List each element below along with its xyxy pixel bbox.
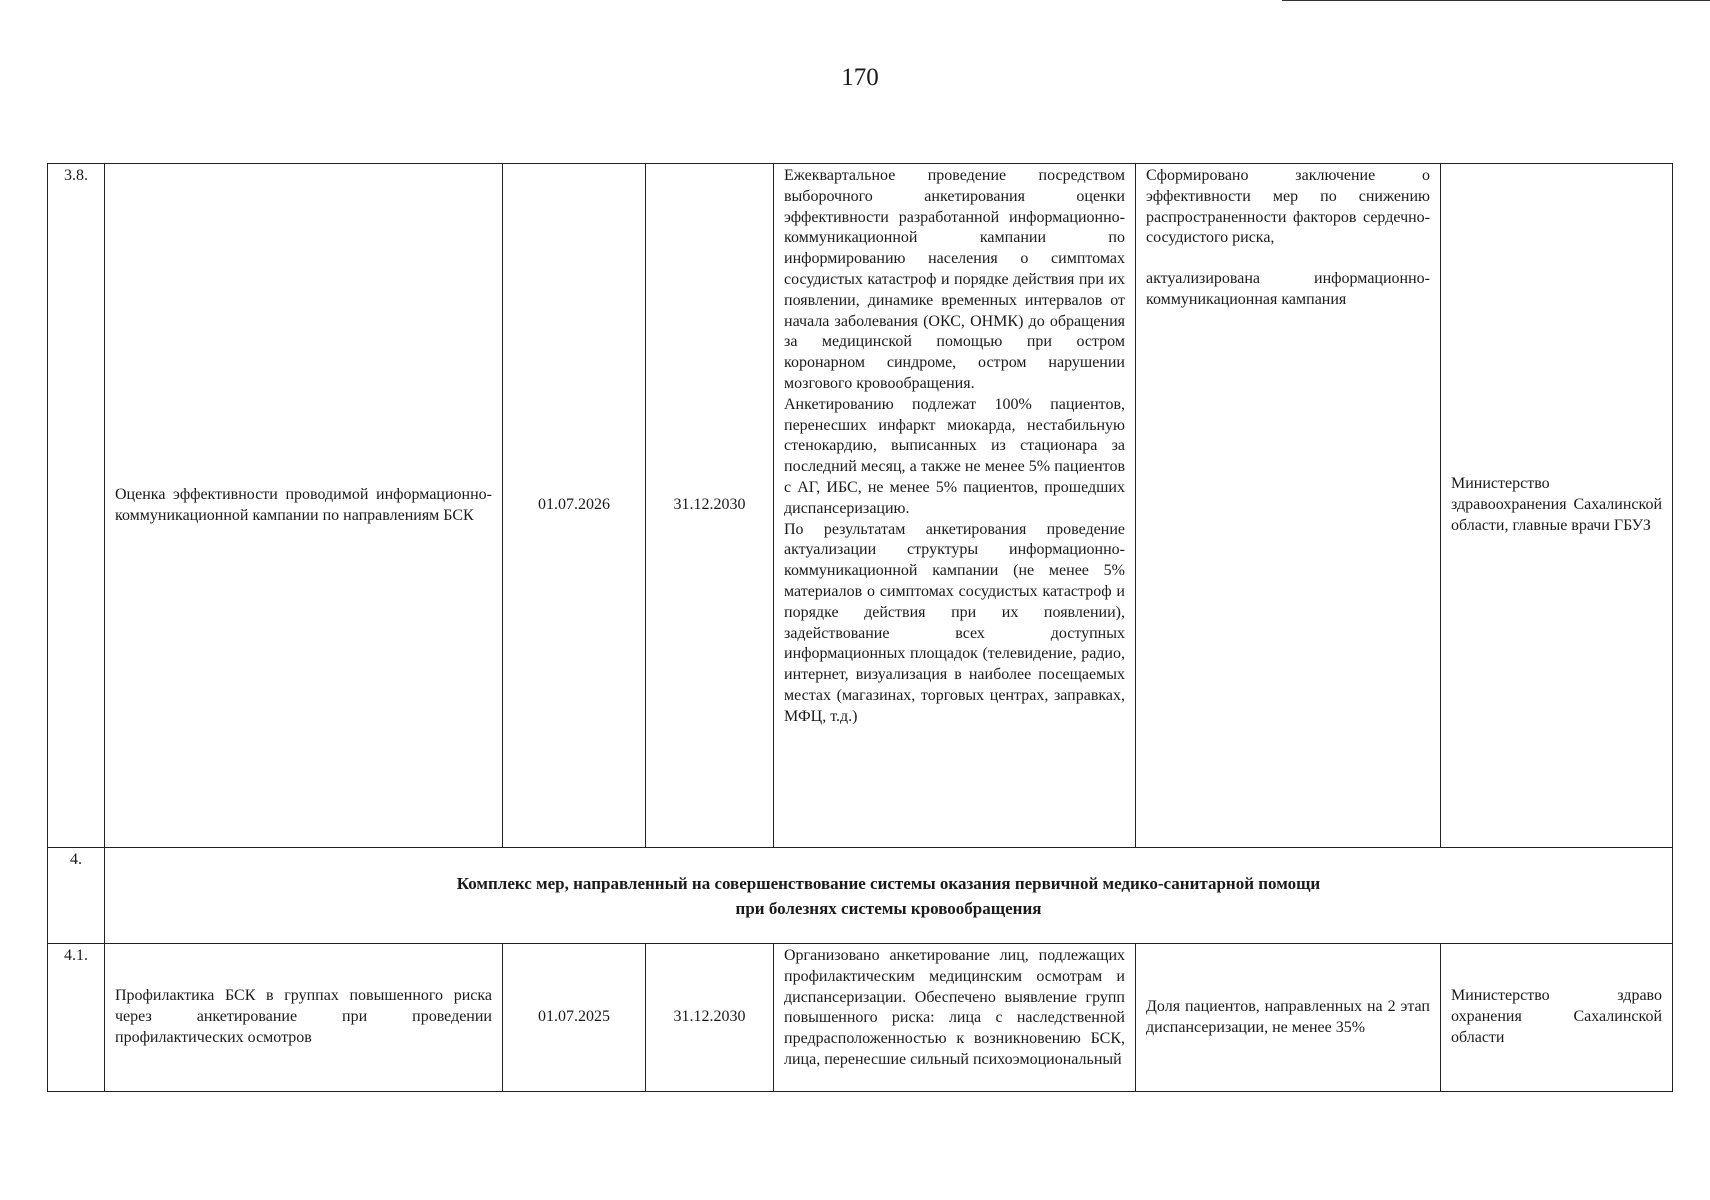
- page-number: 170: [841, 64, 879, 91]
- paragraph-gap: [1146, 249, 1430, 269]
- result-paragraph: актуализирована информационно-коммуникационная кампания: [1146, 270, 1430, 308]
- end-date: 31.12.2030: [646, 164, 774, 848]
- section-title-line: при болезнях системы кровообращения: [735, 898, 1042, 918]
- measure-name: Оценка эффективности проводимой информационно-коммуникационной кампании по направлениям БСК: [105, 164, 503, 848]
- section-title-line: Комплекс мер, направленный на совершенствование системы оказания первичной медико-санитарной помощи: [456, 873, 1321, 893]
- measure-description: [774, 164, 1136, 848]
- section-title: [105, 848, 1673, 944]
- responsible-party: Министерство здраво охранения Сахалинской области: [1441, 944, 1673, 1092]
- expected-result: Доля пациентов, направленных на 2 этап диспансеризации, не менее 35%: [1136, 944, 1441, 1092]
- start-date: 01.07.2025: [503, 944, 646, 1092]
- top-edge-rule: [1282, 0, 1710, 1]
- description-paragraph: Ежеквартальное проведение посредством выборочного анкетирования оценки эффективности разработанной информационно-коммуникационной кампании по информированию населения о симптомах сосудистых катастроф и порядке действия при их появлении, динамике временных интервалов от начала заболевания (ОКС, ОНМК) до обращения за медицинской помощью при остром коронарном синдроме, остром нарушении мозгового кровообращения.: [784, 167, 1125, 392]
- row-number: 3.8.: [48, 164, 105, 848]
- table-row-4-1: [48, 944, 1673, 1092]
- end-date: 31.12.2030: [646, 944, 774, 1092]
- measures-table: [47, 163, 1673, 1092]
- measure-description: Организовано анкетирование лиц, подлежащих профилактическим медицинским осмотрам и диспансеризации. Обеспечено выявление групп повышенного риска: лица с наследственной предрасположенностью к возникновению БСК, лица, перенесшие сильный психоэмоциональный: [774, 944, 1136, 1092]
- responsible-party: Министерство здравоохранения Сахалинской области, главные врачи ГБУЗ: [1441, 164, 1673, 848]
- table-row-3-8: [48, 164, 1673, 848]
- section-number: 4.: [48, 848, 105, 944]
- section-row-4: [48, 848, 1673, 944]
- description-paragraph: По результатам анкетирования проведение актуализации структуры информационно-коммуникационной кампании (не менее 5% материалов о симптомах сосудистых катастроф и порядке действия при их появлении), задействование всех доступных информационных площадок (телевидение, радио, интернет, визуализация в наиболее посещаемых местах (магазинах, торговых центрах, заправках, МФЦ, т.д.): [784, 520, 1125, 725]
- description-paragraph: Анкетированию подлежат 100% пациентов, перенесших инфаркт миокарда, нестабильную стенокардию, выписанных из стационара за последний месяц, а также не менее 5% пациентов с АГ, ИБС, не менее 5% пациентов, прошедших диспансеризацию.: [784, 395, 1125, 517]
- result-paragraph: Сформировано заключение о эффективности мер по снижению распространенности факторов сердечно-сосудистого риска,: [1146, 167, 1430, 247]
- start-date: 01.07.2026: [503, 164, 646, 848]
- expected-result: [1136, 164, 1441, 848]
- measure-name: Профилактика БСК в группах повышенного риска через анкетирование при проведении профилактических осмотров: [105, 944, 503, 1092]
- row-number: 4.1.: [48, 944, 105, 1092]
